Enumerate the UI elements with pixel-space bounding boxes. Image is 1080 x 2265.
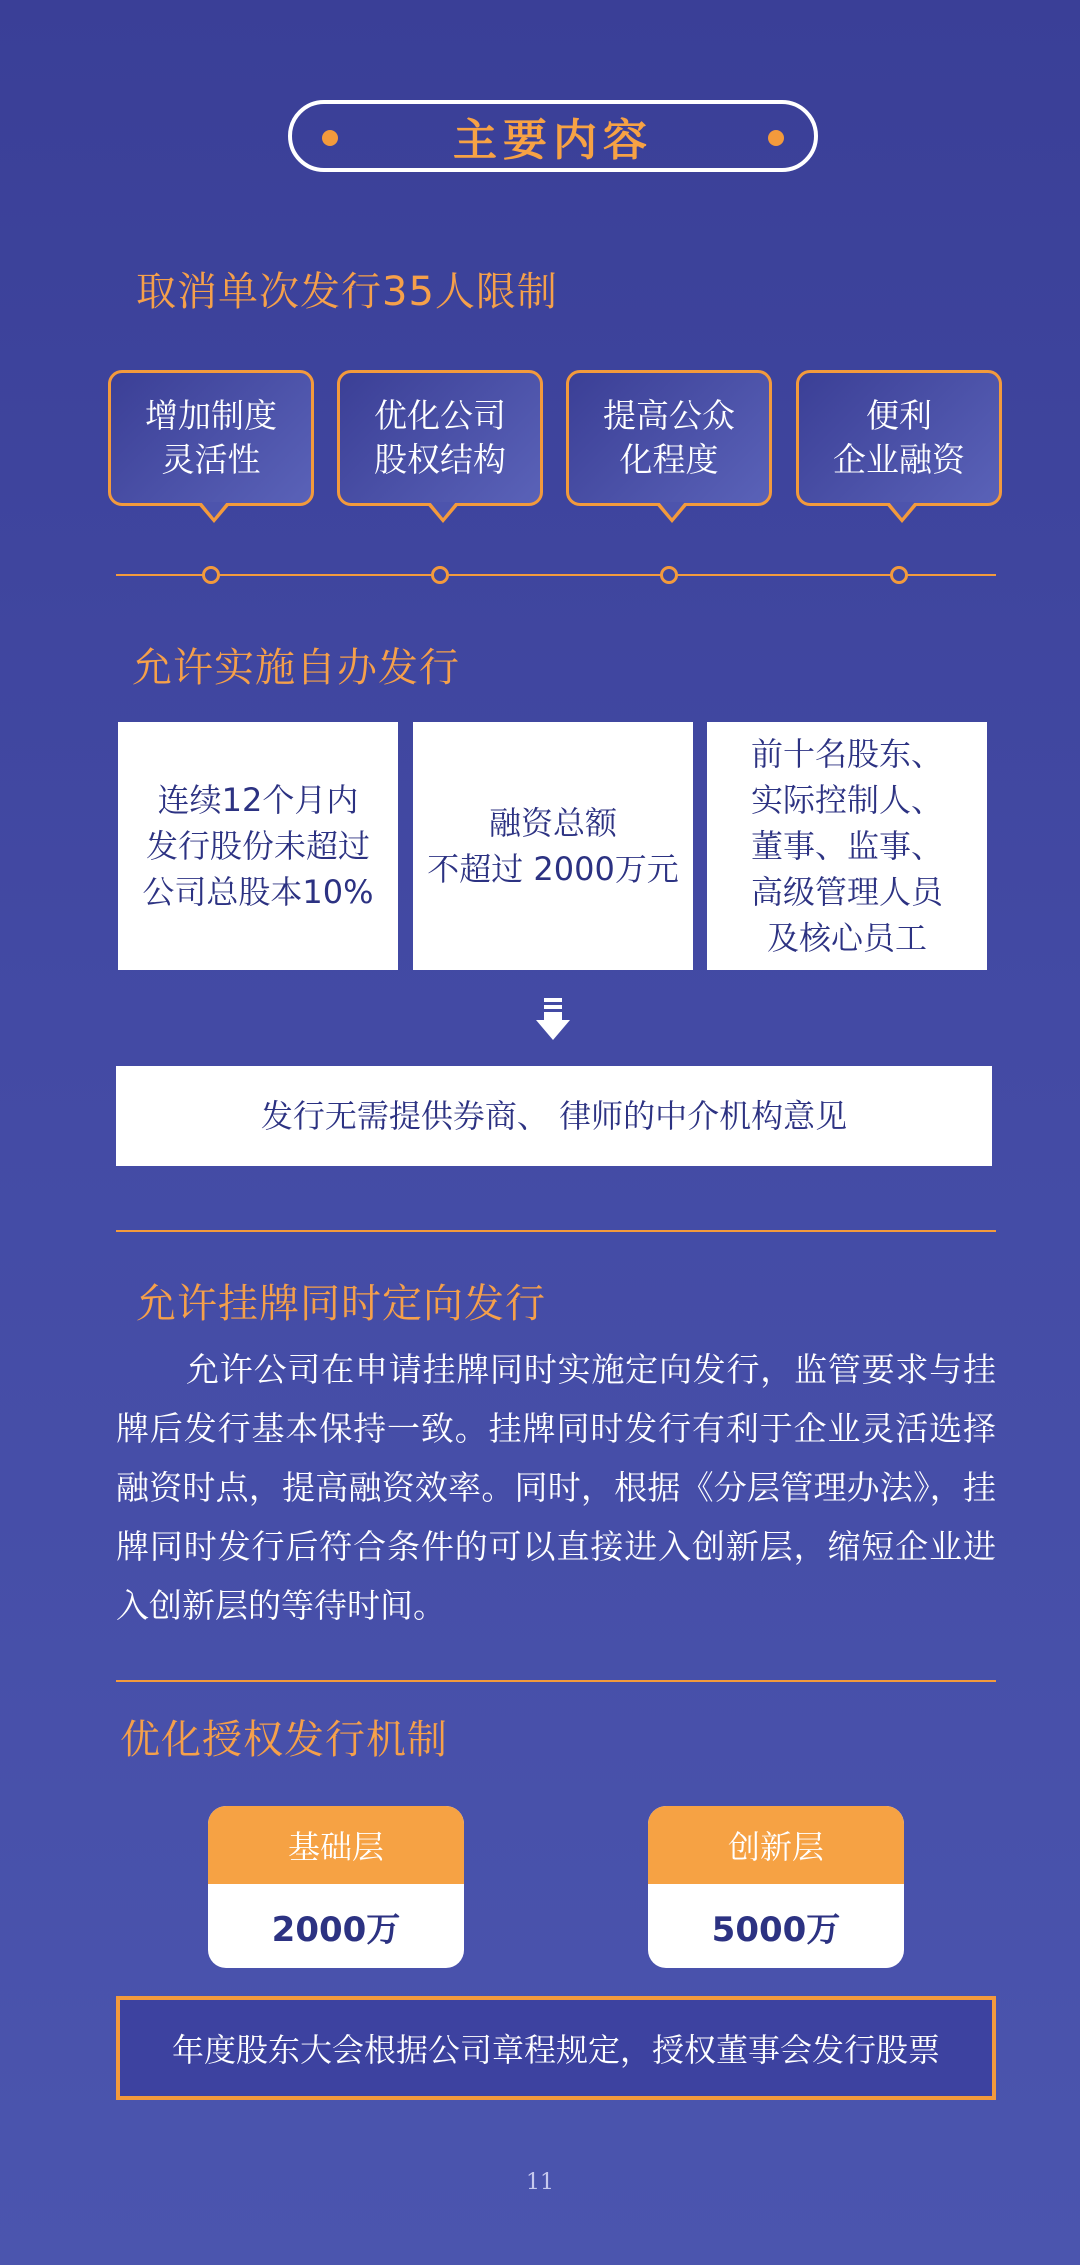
timeline-node-icon [660, 566, 678, 584]
benefit-label: 便利 企业融资 [833, 396, 965, 479]
divider [116, 1230, 996, 1232]
tier-value: 2000万 [271, 1909, 401, 1950]
benefit-label: 增加制度 灵活性 [145, 396, 277, 479]
tier-label: 基础层 [208, 1806, 464, 1884]
authorization-note: 年度股东大会根据公司章程规定，授权董事会发行股票 [116, 1996, 996, 2100]
condition-box: 融资总额 不超过 2000万元 [413, 722, 693, 970]
section-title-1: 取消单次发行35人限制 [136, 269, 558, 315]
benefit-bubble [796, 370, 1002, 506]
tier-card-innovation [648, 1806, 904, 1968]
section-header-pill [288, 100, 818, 172]
benefit-bubble [108, 370, 314, 506]
result-box: 发行无需提供券商、 律师的中介机构意见 [116, 1066, 992, 1166]
benefit-bubble [566, 370, 772, 506]
condition-box: 前十名股东、 实际控制人、 董事、监事、 高级管理人员 及核心员工 [707, 722, 987, 970]
benefit-label: 提高公众 化程度 [603, 396, 735, 479]
timeline-node-icon [890, 566, 908, 584]
arrow-down-icon [536, 998, 570, 1040]
timeline-node-icon [202, 566, 220, 584]
condition-box: 连续12个月内 发行股份未超过 公司总股本10% [118, 722, 398, 970]
benefit-label: 优化公司 股权结构 [374, 396, 506, 479]
section-title-3: 允许挂牌同时定向发行 [136, 1281, 546, 1327]
divider [116, 1680, 996, 1682]
dot-icon [322, 130, 338, 146]
page-number: 11 [526, 2170, 554, 2195]
dot-icon [768, 130, 784, 146]
body-paragraph: 允许公司在申请挂牌同时实施定向发行，监管要求与挂牌后发行基本保持一致。挂牌同时发行有利于企业灵活选择融资时点，提高融资效率。同时，根据《分层管理办法》，挂牌同时发行后符合条件的可以直接进入创新层，缩短企业进入创新层的等待时间。 [116, 1350, 996, 1625]
tier-card-basic [208, 1806, 464, 1968]
timeline-node-icon [431, 566, 449, 584]
benefit-bubble [337, 370, 543, 506]
section-title-2: 允许实施自办发行 [132, 645, 460, 691]
tier-label: 创新层 [648, 1806, 904, 1884]
timeline-line [116, 574, 996, 576]
section-title-4: 优化授权发行机制 [120, 1717, 448, 1763]
tier-value: 5000万 [711, 1909, 841, 1950]
page-title: 主要内容 [453, 115, 653, 166]
